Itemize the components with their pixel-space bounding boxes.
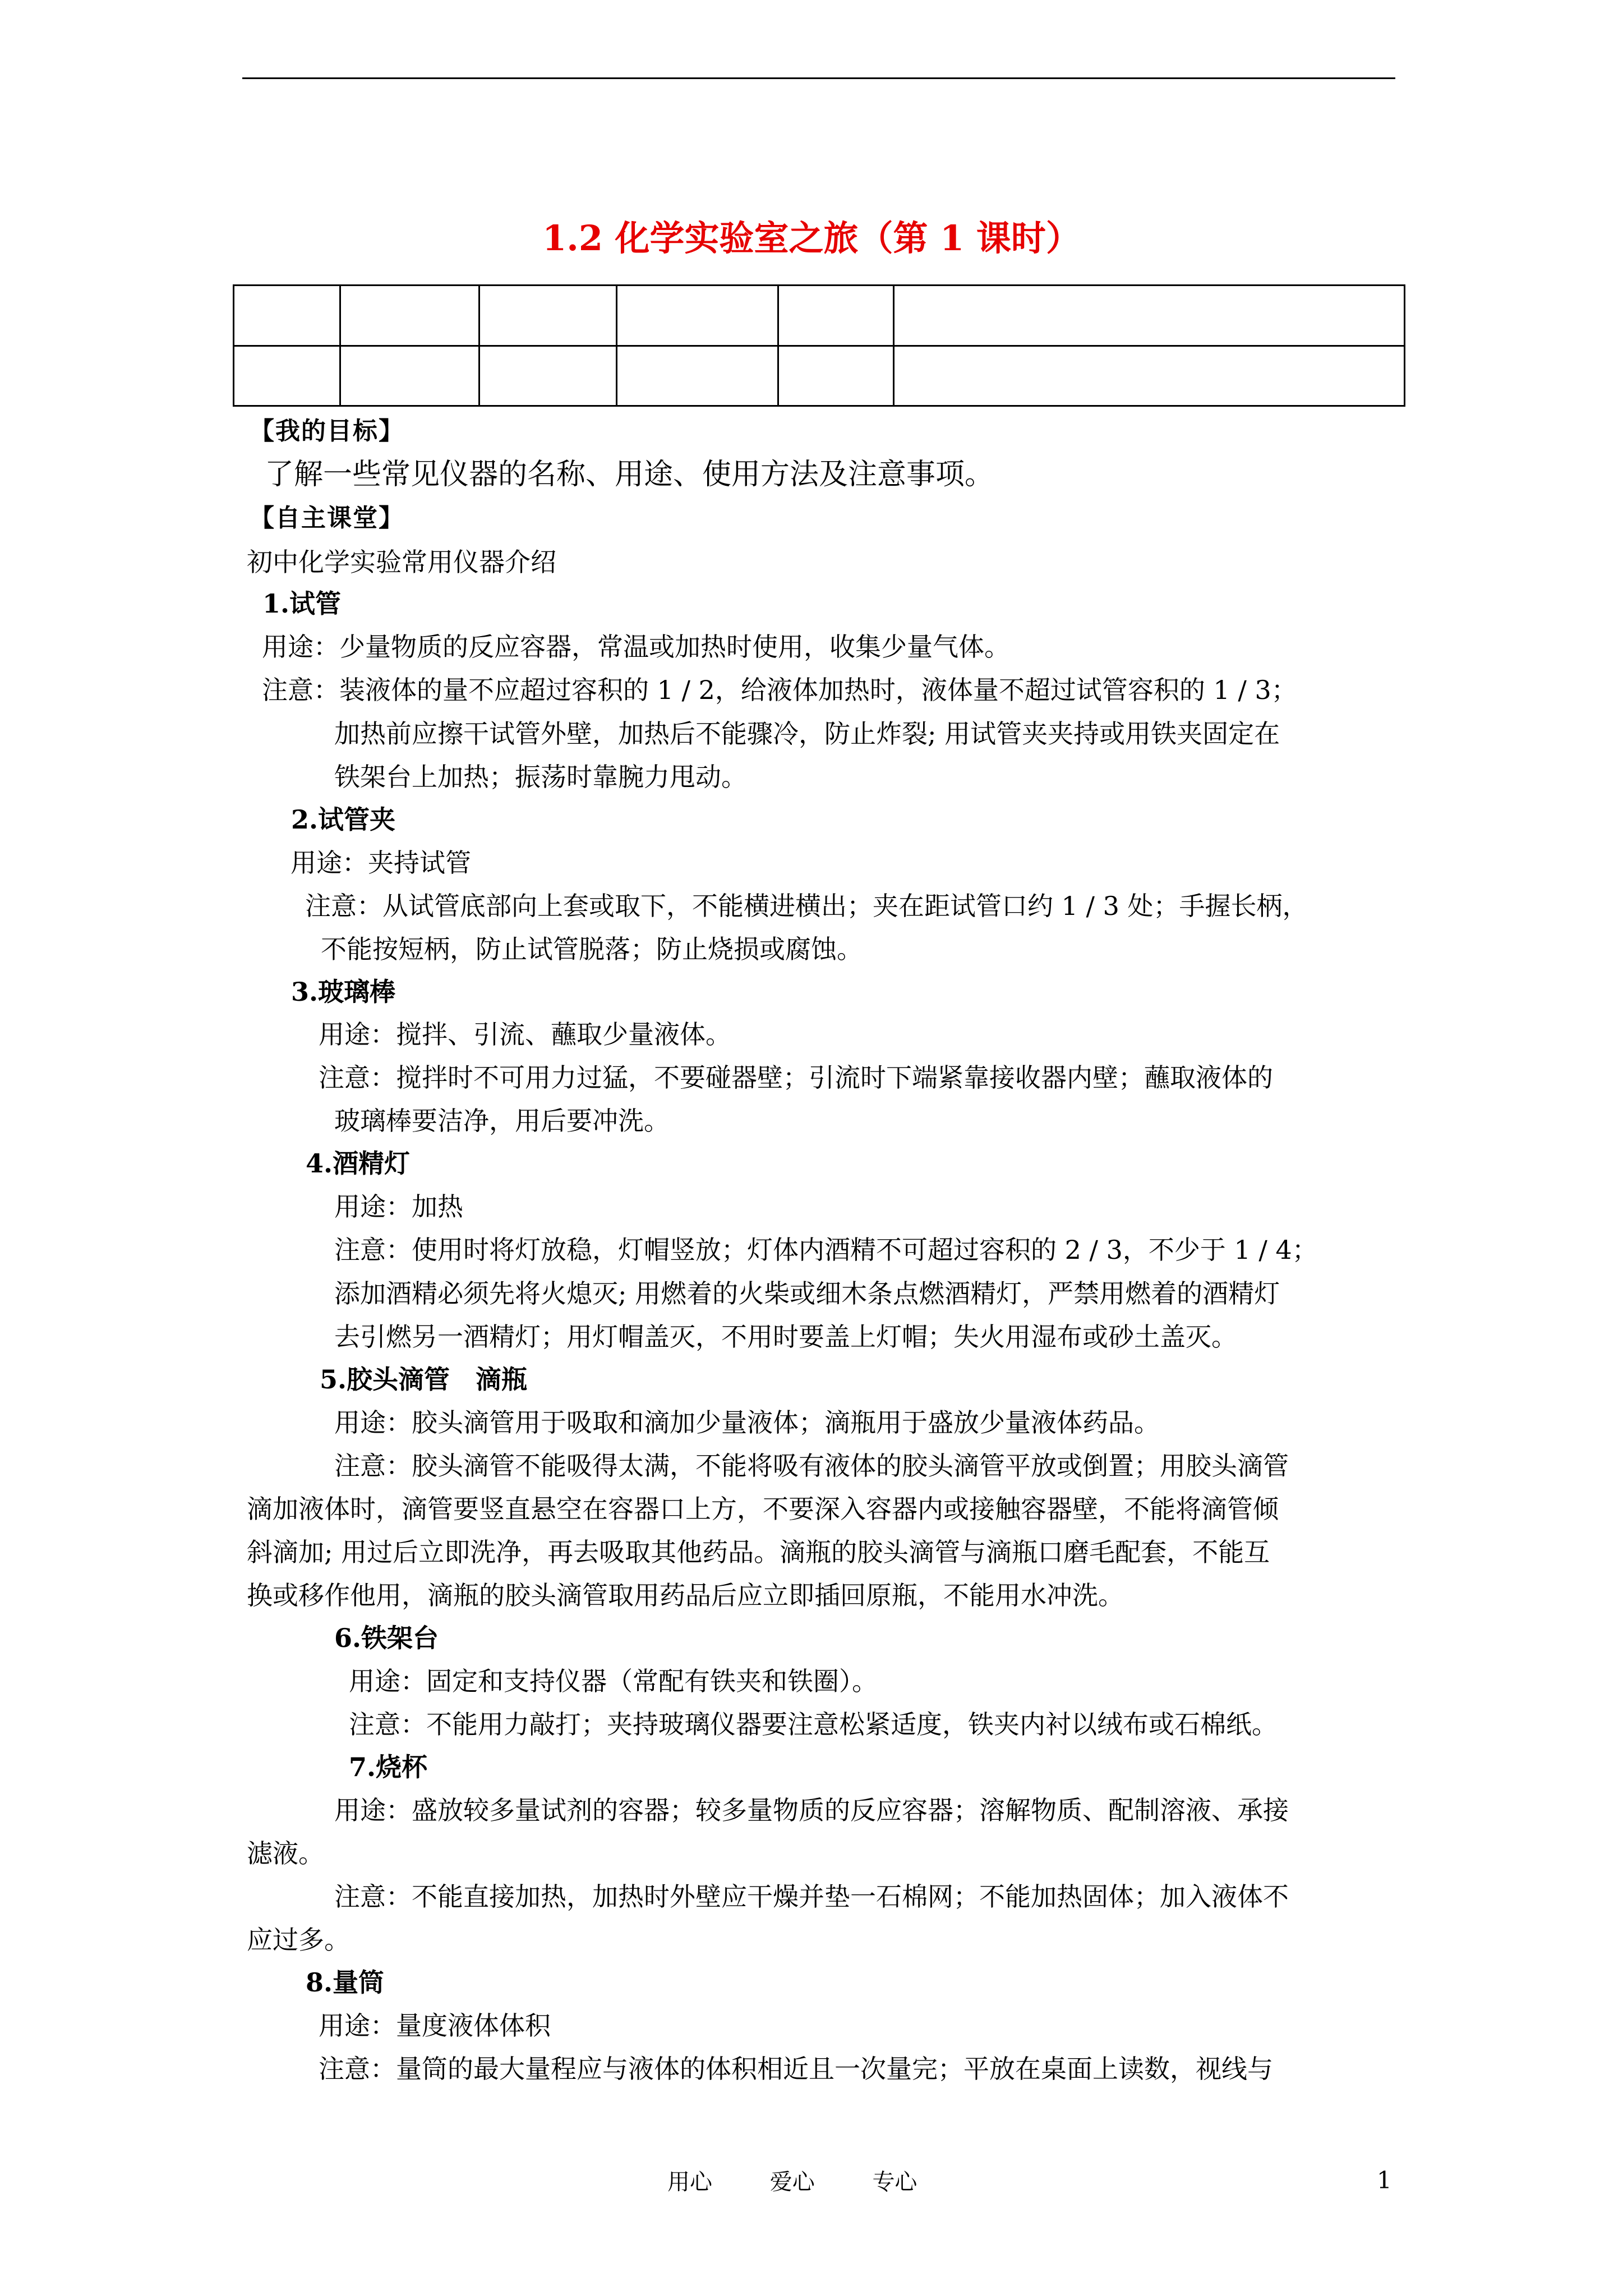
text-line: 加热前应擦干试管外壁，加热后不能骤冷，防止炸裂; 用试管夹夹持或用铁夹固定在 [334, 719, 1280, 749]
class-header: 【自主课堂】 [250, 504, 404, 532]
intro-line: 初中化学实验常用仪器介绍 [247, 547, 556, 577]
text-line: 注意：不能直接加热，加热时外壁应干燥并垫一石棉网；不能加热固体；加入液体不 [334, 1881, 1289, 1912]
heading-alcohol-lamp: 4.酒精灯 [306, 1148, 411, 1179]
footer-item: 专心 [872, 2169, 917, 2195]
text-line: 用途：加热 [334, 1191, 463, 1222]
text-line: 用途：量度液体体积 [319, 2010, 551, 2041]
table-cell [234, 286, 340, 346]
text-line: 去引燃另一酒精灯；用灯帽盖灭，不用时要盖上灯帽；失火用湿布或砂土盖灭。 [334, 1322, 1237, 1352]
text-line: 用途：盛放较多量试剂的容器；较多量物质的反应容器；溶解物质、配制溶液、承接 [334, 1795, 1289, 1825]
info-table [233, 284, 1405, 407]
text-line: 玻璃棒要洁净，用后要冲洗。 [334, 1106, 670, 1136]
table-cell [479, 346, 617, 406]
text-line: 注意：装液体的量不应超过容积的 1 / 2，给液体加热时，液体量不超过试管容积的 1 / 3； [262, 675, 1297, 705]
goal-header: 【我的目标】 [250, 417, 404, 445]
text-line: 注意：从试管底部向上套或取下，不能横进横出；夹在距试管口约 1 / 3 处；手握长柄， [305, 891, 1308, 921]
table-cell [617, 346, 778, 406]
text-line: 注意：搅拌时不可用力过猛，不要碰器壁；引流时下端紧靠接收器内壁；蘸取液体的 [319, 1062, 1273, 1093]
table-cell [340, 346, 479, 406]
table-cell [778, 286, 894, 346]
text-line: 换或移作他用，滴瓶的胶头滴管取用药品后应立即插回原瓶，不能用水冲洗。 [247, 1580, 1124, 1611]
table-cell [778, 346, 894, 406]
header-rule [242, 77, 1395, 79]
heading-beaker: 7.烧杯 [349, 1752, 428, 1782]
heading-dropper: 5.胶头滴管 滴瓶 [320, 1364, 528, 1395]
text-line: 注意：胶头滴管不能吸得太满，不能将吸有液体的胶头滴管平放或倒置；用胶头滴管 [334, 1451, 1289, 1481]
footer-item: 用心 [667, 2169, 712, 2195]
text-line: 注意：不能用力敲打；夹持玻璃仪器要注意松紧适度，铁夹内衬以绒布或石棉纸。 [349, 1709, 1278, 1740]
heading-iron-stand: 6.铁架台 [334, 1623, 439, 1653]
text-line: 铁架台上加热；振荡时靠腕力甩动。 [334, 762, 747, 792]
text-line: 应过多。 [247, 1925, 350, 1955]
text-line: 注意：量筒的最大量程应与液体的体积相近且一次量完；平放在桌面上读数，视线与 [319, 2054, 1273, 2084]
table-cell [617, 286, 778, 346]
text-line: 斜滴加; 用过后立即洗净，再去吸取其他药品。滴瓶的胶头滴管与滴瓶口磨毛配套，不能互 [247, 1537, 1270, 1567]
footer-item: 爱心 [769, 2169, 815, 2195]
text-line: 用途：固定和支持仪器（常配有铁夹和铁圈）。 [349, 1666, 878, 1696]
text-line: 不能按短柄，防止试管脱落；防止烧损或腐蚀。 [321, 934, 863, 964]
table-cell [340, 286, 479, 346]
heading-test-tube: 1.试管 [262, 588, 342, 619]
text-line: 滤液。 [247, 1838, 324, 1869]
text-line: 添加酒精必须先将火熄灭; 用燃着的火柴或细木条点燃酒精灯，严禁用燃着的酒精灯 [334, 1278, 1280, 1309]
text-line: 滴加液体时，滴管要竖直悬空在容器口上方，不要深入容器内或接触容器壁，不能将滴管倾 [247, 1494, 1279, 1524]
text-line: 用途：胶头滴管用于吸取和滴加少量液体；滴瓶用于盛放少量液体药品。 [334, 1407, 1160, 1438]
goal-text: 了解一些常见仪器的名称、用途、使用方法及注意事项。 [265, 458, 994, 491]
table-cell [479, 286, 617, 346]
table-row [234, 286, 1405, 346]
page-number: 1 [1377, 2166, 1392, 2194]
text-line: 用途：少量物质的反应容器，常温或加热时使用，收集少量气体。 [262, 632, 1010, 662]
table-cell [894, 286, 1405, 346]
table-row [234, 346, 1405, 406]
text-line: 用途：夹持试管 [291, 848, 471, 878]
text-line: 注意：使用时将灯放稳，灯帽竖放；灯体内酒精不可超过容积的 2 / 3，不少于 1 / 4； [334, 1235, 1318, 1265]
heading-glass-rod: 3.玻璃棒 [291, 977, 396, 1007]
page-title: 1.2 化学实验室之旅（第 1 课时） [542, 218, 1081, 259]
table-cell [234, 346, 340, 406]
table-cell [894, 346, 1405, 406]
text-line: 用途：搅拌、引流、蘸取少量液体。 [319, 1019, 731, 1050]
footer-motto [667, 2164, 967, 2196]
heading-graduated-cylinder: 8.量筒 [306, 1967, 385, 1998]
heading-tube-holder: 2.试管夹 [291, 804, 396, 835]
